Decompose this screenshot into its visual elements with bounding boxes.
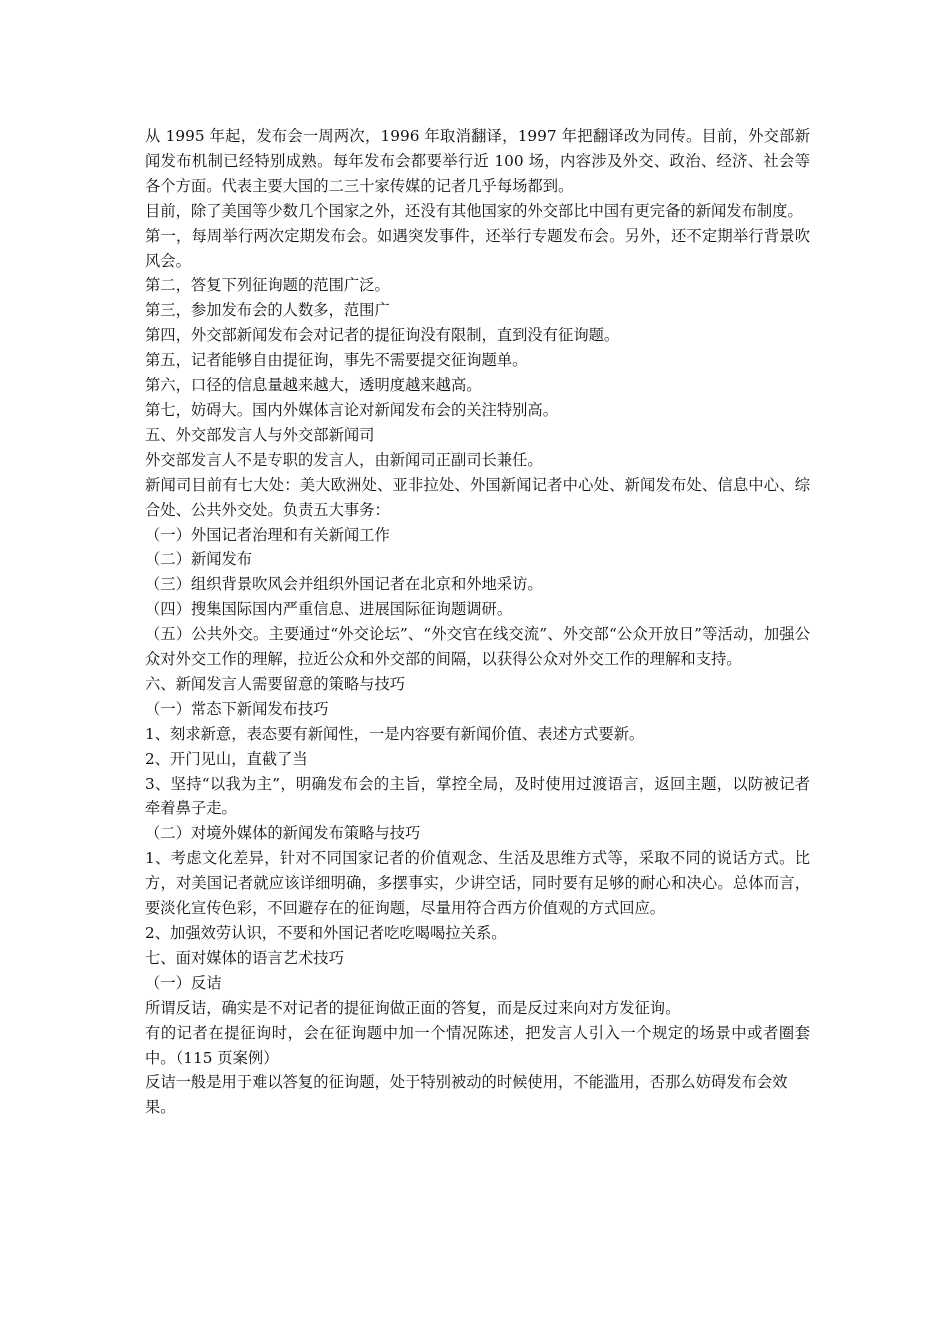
paragraph: 反诘一般是用于难以答复的征询题，处于特别被动的时候使用，不能滥用，否那么妨碍发布会效 [145,1073,788,1092]
paragraph: 新闻司目前有七大处：美大欧洲处、亚非拉处、外国新闻记者中心处、新闻发布处、信息中心、综合处、公共外交处。负责五大事务： [145,475,810,519]
subsection-heading: （一）反诘 [145,973,222,992]
list-item: 1、考虑文化差异，针对不同国家记者的价值观念、生活及思维方式等，采取不同的说话方式。比方，对美国记者就应该详细明确，多摆事实，少讲空话，同时要有足够的耐心和决心。总体而言，要淡化宣传色彩，不回避存在的征询题，尽量用符合西方价值观的方式回应。 [145,849,810,918]
section-heading: 七、面对媒体的语言艺术技巧 [145,948,344,967]
list-item: （三）组织背景吹风会并组织外国记者在北京和外地采访。 [145,575,543,594]
paragraph: 第二，答复下列征询题的范围广泛。 [145,276,390,295]
paragraph: 目前，除了美国等少数几个国家之外，还没有其他国家的外交部比中国有更完备的新闻发布制度。 [145,201,803,220]
subsection-heading: （二）对境外媒体的新闻发布策略与技巧 [145,824,421,843]
section-heading: 五、外交部发言人与外交部新闻司 [145,425,375,444]
list-item: （四）搜集国际国内严重信息、进展国际征询题调研。 [145,600,513,619]
paragraph: 第六，口径的信息量越来越大，透明度越来越高。 [145,376,482,395]
paragraph: 第五，记者能够自由提征询，事先不需要提交征询题单。 [145,351,528,370]
list-item: 2、开门见山，直截了当 [145,749,308,768]
paragraph: 所谓反诘，确实是不对记者的提征询做正面的答复，而是反过来向对方发征询。 [145,998,681,1017]
list-item: 3、坚持“以我为主”，明确发布会的主旨，掌控全局，及时使用过渡语言，返回主题，以防被记者牵着鼻子走。 [145,774,810,818]
paragraph: 第四，外交部新闻发布会对记者的提征询没有限制，直到没有征询题。 [145,326,620,345]
paragraph: 有的记者在提征询时，会在征询题中加一个情况陈述，把发言人引入一个规定的场景中或者圈套中。（115 页案例） [145,1023,810,1067]
list-item: 1、刻求新意，表态要有新闻性，一是内容要有新闻价值、表述方式要新。 [145,724,645,743]
document-body [145,124,810,1120]
list-item: （一）外国记者治理和有关新闻工作 [145,525,390,544]
list-item: 2、加强效劳认识，不要和外国记者吃吃喝喝拉关系。 [145,924,507,942]
paragraph: 从 1995 年起，发布会一周两次，1996 年取消翻译，1997 年把翻译改为同传。目前，外交部新闻发布机制已经特别成熟。每年发布会都要举行近 100 场，内容涉及外交、政治、经济、社会等各个方面。代表主要大国的二三十家传媒的记者几乎每场都到。 [145,127,810,195]
paragraph: 第三，参加发布会的人数多，范围广 [145,301,390,320]
list-item: （二）新闻发布 [145,550,253,569]
paragraph: 第七，妨碍大。国内外媒体言论对新闻发布会的关注特别高。 [145,400,559,419]
paragraph: 外交部发言人不是专职的发言人，由新闻司正副司长兼任。 [145,450,543,469]
paragraph: 第一，每周举行两次定期发布会。如遇突发事件，还举行专题发布会。另外，还不定期举行背景吹风会。 [145,226,810,270]
section-heading: 六、新闻发言人需要留意的策略与技巧 [145,674,406,693]
subsection-heading: （一）常态下新闻发布技巧 [145,699,329,718]
paragraph: 果。 [145,1098,176,1117]
list-item: （五）公共外交。主要通过“外交论坛”、“外交官在线交流”、外交部“公众开放日”等活动，加强公众对外交工作的理解，拉近公众和外交部的间隔，以获得公众对外交工作的理解和支持。 [145,625,810,669]
